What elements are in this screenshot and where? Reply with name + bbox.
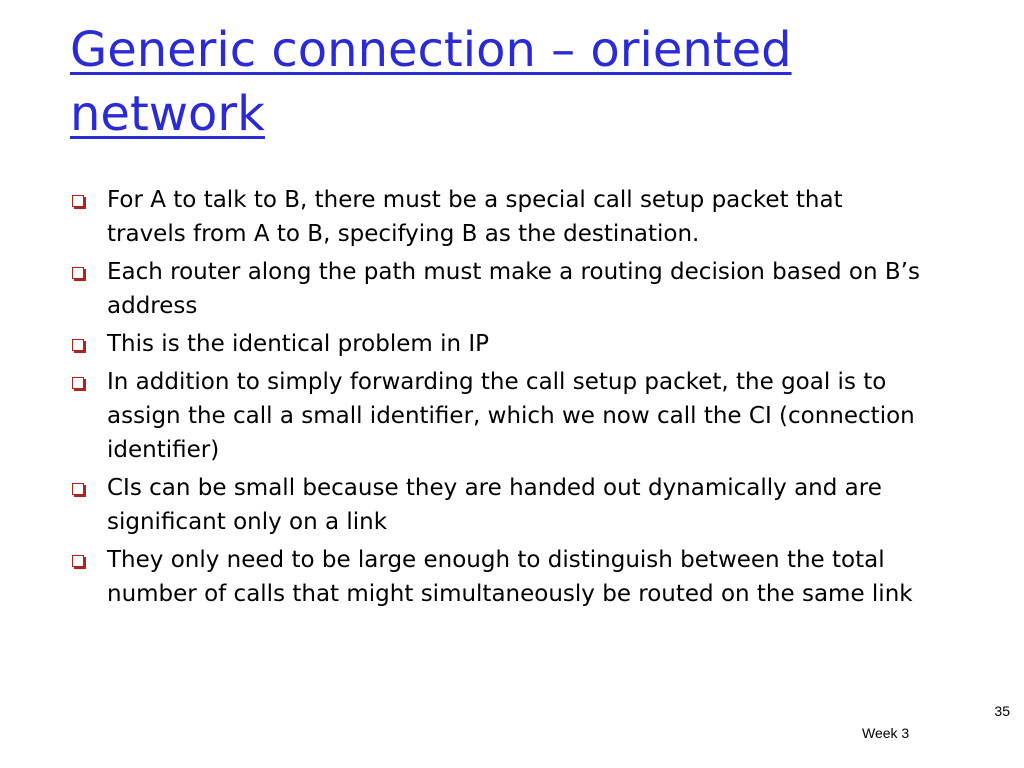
bullet-text: Each router along the path must make a routing decision based on B’s address <box>107 259 920 319</box>
square-bullet-icon <box>72 267 84 279</box>
bullet-list <box>72 183 922 615</box>
bullet-text: This is the identical problem in IP <box>107 331 490 357</box>
square-bullet-icon <box>72 377 84 389</box>
bullet-item <box>72 471 922 539</box>
page-number: 35 <box>994 703 1010 719</box>
square-bullet-icon <box>72 483 84 495</box>
bullet-text: In addition to simply forwarding the call setup packet, the goal is to assign the call a small identifier, which we now call the CI (connection identifier) <box>107 369 915 463</box>
bullet-item <box>72 327 922 361</box>
square-bullet-icon <box>72 339 84 351</box>
bullet-text: For A to talk to B, there must be a special call setup packet that travels from A to B, specifying B as the destination. <box>107 187 843 247</box>
bullet-item <box>72 365 922 467</box>
bullet-text: CIs can be small because they are handed out dynamically and are significant only on a link <box>107 475 882 535</box>
bullet-item <box>72 255 922 323</box>
bullet-text: They only need to be large enough to distinguish between the total number of calls that might simultaneously be routed on the same link <box>107 547 913 607</box>
footer-week-label: Week 3 <box>862 725 910 741</box>
square-bullet-icon <box>72 195 84 207</box>
bullet-item <box>72 543 922 611</box>
slide-title: Generic connection – oriented network <box>70 22 792 142</box>
bullet-item <box>72 183 922 251</box>
square-bullet-icon <box>72 555 84 567</box>
